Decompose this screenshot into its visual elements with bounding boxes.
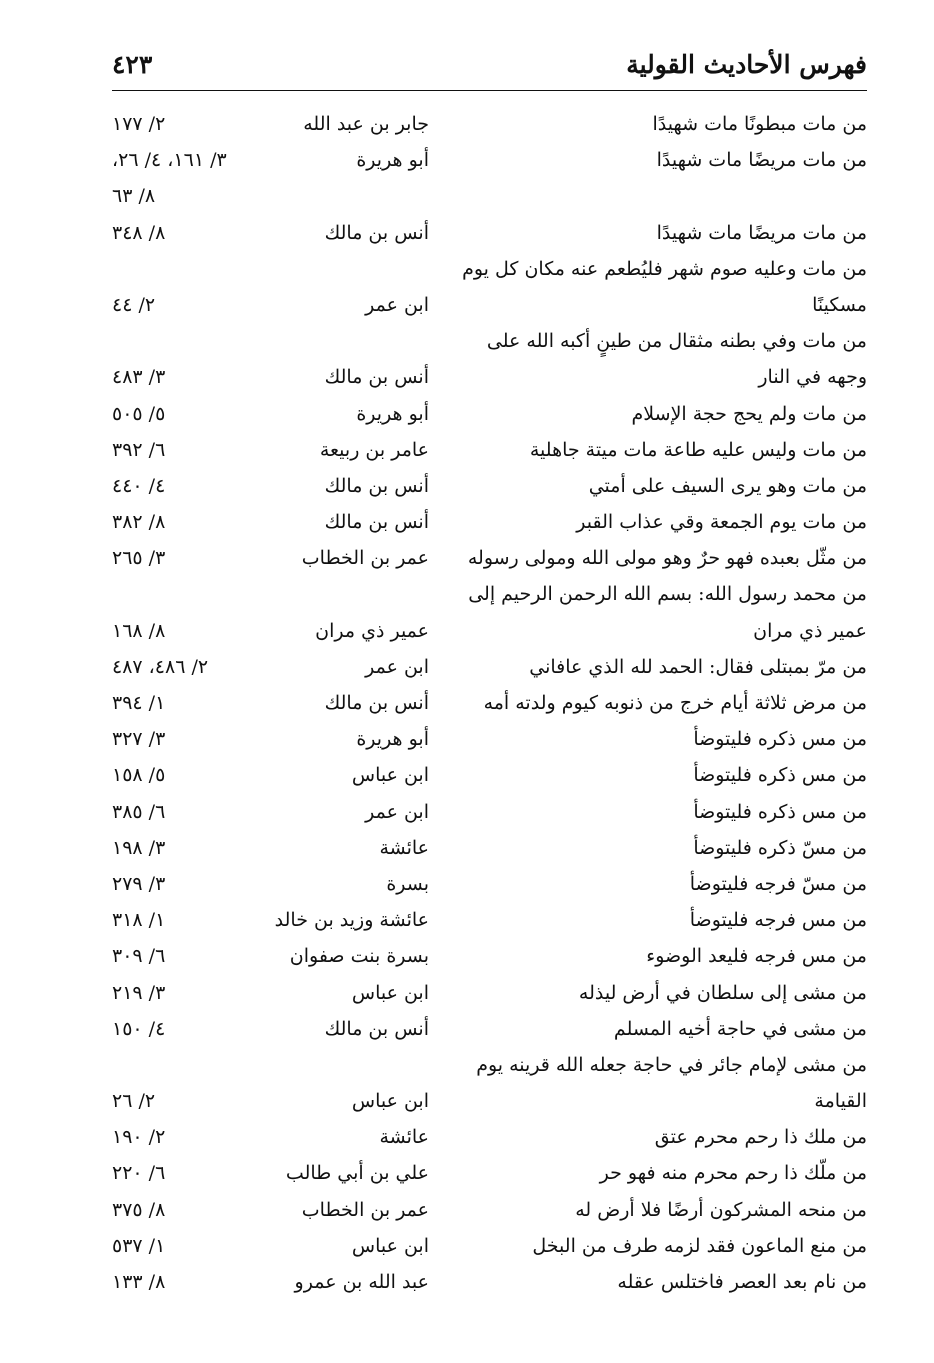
entry-line <box>112 761 867 797</box>
index-entry <box>112 580 867 652</box>
entry-line <box>112 400 867 436</box>
volume-page-ref: ٤/ ٤٤٠ <box>112 474 166 497</box>
entry-line <box>112 436 867 472</box>
volume-page-ref: ٦/ ٣٨٥ <box>112 800 166 823</box>
entry-line <box>112 1015 867 1051</box>
narrator-name: أنس بن مالك <box>324 221 429 244</box>
entry-line <box>112 906 867 942</box>
volume-page-ref: ٣/ ٢٦٥ <box>112 547 166 570</box>
index-entry <box>112 400 867 436</box>
narrator-name: أنس بن مالك <box>324 366 429 389</box>
entry-line <box>112 798 867 834</box>
narrator-name: أنس بن مالك <box>324 474 429 497</box>
hadith-text: من مات مبطونًا مات شهيدًا <box>652 113 867 135</box>
volume-page-ref: ٨/ ٣٨٢ <box>112 511 166 534</box>
entry-line <box>112 472 867 508</box>
index-entry <box>112 979 867 1015</box>
narrator-name: عمير ذي مران <box>315 619 429 642</box>
hadith-index-list <box>112 110 867 1304</box>
hadith-text: من مات يوم الجمعة وقي عذاب القبر <box>576 511 867 534</box>
narrator-name: عائشة وزيد بن خالد <box>274 909 429 932</box>
narrator-name: ابن عمر <box>365 293 429 316</box>
volume-page-ref: ٣/ ١٩٨ <box>112 836 166 859</box>
hadith-text: من مسّ ذكره فليتوضأ <box>693 836 867 859</box>
hadith-text: من مس فرجه فليتوضأ <box>689 909 867 932</box>
entry-line <box>112 327 867 363</box>
narrator-name: ابن عمر <box>365 800 429 823</box>
narrator-name: أنس بن مالك <box>324 511 429 534</box>
narrator-name: عائشة <box>379 836 429 859</box>
hadith-text: من مات مريضًا مات شهيدًا <box>656 149 867 172</box>
volume-page-ref: ٥/ ٥٠٥ <box>112 402 166 425</box>
index-entry <box>112 653 867 689</box>
narrator-name: عائشة <box>379 1126 429 1149</box>
hadith-text: من مشى إلى سلطان في أرض ليذله <box>578 981 867 1004</box>
hadith-text: من مشى في حاجة أخيه المسلم <box>613 1017 867 1040</box>
narrator-name: أبو هريرة <box>356 402 429 425</box>
hadith-text: من مرض ثلاثة أيام خرج من ذنوبه كيوم ولدته أمه <box>483 692 867 714</box>
entry-line <box>112 979 867 1015</box>
entry-line <box>112 580 867 616</box>
volume-page-ref: ٢/ ٤٤ <box>112 293 156 316</box>
index-entry <box>112 110 867 146</box>
index-entry <box>112 508 867 544</box>
page-number: ٤٢٣ <box>112 50 153 79</box>
volume-page-ref: ١/ ٣١٨ <box>112 909 166 932</box>
hadith-text: من مات مريضًا مات شهيدًا <box>656 221 867 244</box>
volume-page-ref: ٤/ ١٥٠ <box>112 1017 166 1040</box>
hadith-text: من مات وعليه صوم شهر فليُطعم عنه مكان كل يوم <box>462 257 867 280</box>
narrator-name: ابن عمر <box>365 655 429 678</box>
index-entry <box>112 942 867 978</box>
entry-line <box>112 1159 867 1195</box>
volume-page-ref: ٣/ ١٦١، ٤/ ٢٦، <box>112 149 227 172</box>
index-entry <box>112 219 867 255</box>
hadith-text: من محمد رسول الله: بسم الله الرحمن الرحيم إلى <box>468 583 867 606</box>
volume-page-ref: ٣/ ٢١٩ <box>112 981 166 1004</box>
hadith-text: وجهه في النار <box>758 366 867 389</box>
volume-page-ref: ١/ ٣٩٤ <box>112 692 166 714</box>
index-entry <box>112 834 867 870</box>
index-entry <box>112 436 867 472</box>
entry-line <box>112 1232 867 1268</box>
index-entry <box>112 146 867 218</box>
entry-line <box>112 617 867 653</box>
hadith-text: من مس فرجه فليعد الوضوء <box>646 945 867 968</box>
narrator-name: بسرة <box>386 872 429 895</box>
volume-page-ref: ٢/ ٤٨٦، ٤٨٧ <box>112 655 209 678</box>
narrator-name: عمر بن الخطاب <box>301 1198 429 1221</box>
hadith-text: من مس ذكره فليتوضأ <box>693 764 867 787</box>
index-entry <box>112 689 867 725</box>
hadith-text: من مس ذكره فليتوضأ <box>693 800 867 823</box>
entry-line <box>112 653 867 689</box>
entry-line <box>112 834 867 870</box>
entry-line <box>112 1051 867 1087</box>
hadith-text: من منحه المشركون أرضًا فلا أرض له <box>575 1198 867 1221</box>
index-entry <box>112 1196 867 1232</box>
entry-line <box>112 363 867 399</box>
hadith-text: من مات ولم يحج حجة الإسلام <box>631 402 867 425</box>
index-entry <box>112 1123 867 1159</box>
entry-line <box>112 219 867 255</box>
index-entry <box>112 725 867 761</box>
narrator-name: ابن عباس <box>351 764 429 787</box>
running-header <box>112 48 867 91</box>
entry-line <box>112 182 867 218</box>
hadith-text: من مرّ بمبتلى فقال: الحمد لله الذي عافاني <box>529 655 867 678</box>
narrator-name: جابر بن عبد الله <box>303 113 429 135</box>
hadith-text: من مشى لإمام جائر في حاجة جعله الله قرينه يوم <box>476 1053 867 1076</box>
entry-line <box>112 1123 867 1159</box>
narrator-name: أبو هريرة <box>356 149 429 172</box>
narrator-name: عبد الله بن عمرو <box>294 1271 429 1293</box>
entry-line <box>112 689 867 725</box>
entry-line <box>112 942 867 978</box>
entry-line <box>112 725 867 761</box>
hadith-text: من مات وليس عليه طاعة مات ميتة جاهلية <box>529 438 867 461</box>
narrator-name: أنس بن مالك <box>324 692 429 714</box>
hadith-text: من مسّ فرجه فليتوضأ <box>689 872 867 895</box>
volume-page-ref: ٦/ ٣٩٢ <box>112 438 166 461</box>
volume-page-ref: ٢/ ١٩٠ <box>112 1126 166 1149</box>
narrator-name: عمر بن الخطاب <box>301 547 429 570</box>
index-entry <box>112 1051 867 1123</box>
index-entry <box>112 1232 867 1268</box>
hadith-text: القيامة <box>814 1090 867 1113</box>
narrator-name: ابن عباس <box>351 1090 429 1113</box>
volume-page-ref: ٣/ ٤٨٣ <box>112 366 166 389</box>
volume-page-ref: ٢/ ٢٦ <box>112 1090 156 1113</box>
entry-line <box>112 508 867 544</box>
entry-line <box>112 1087 867 1123</box>
index-entry <box>112 761 867 797</box>
narrator-name: بسرة بنت صفوان <box>289 945 429 968</box>
narrator-name: ابن عباس <box>351 1234 429 1257</box>
volume-page-ref: ٨/ ١٣٣ <box>112 1271 166 1293</box>
index-entry <box>112 327 867 399</box>
volume-page-ref: ٨/ ٣٧٥ <box>112 1198 166 1221</box>
volume-page-ref: ٥/ ١٥٨ <box>112 764 166 787</box>
entry-line <box>112 291 867 327</box>
index-entry <box>112 1159 867 1195</box>
index-entry <box>112 1015 867 1051</box>
volume-page-ref: ٢/ ١٧٧ <box>112 113 166 135</box>
volume-page-ref: ٨/ ١٦٨ <box>112 619 166 642</box>
entry-line <box>112 544 867 580</box>
entry-line <box>112 146 867 182</box>
entry-line <box>112 1268 867 1304</box>
hadith-text: من نام بعد العصر فاختلس عقله <box>617 1271 867 1293</box>
narrator-name: أبو هريرة <box>356 728 429 751</box>
volume-page-ref: ٦/ ٣٠٩ <box>112 945 166 968</box>
volume-page-ref: ٨/ ٣٤٨ <box>112 221 166 244</box>
entry-line <box>112 255 867 291</box>
hadith-text: من مات وهو يرى السيف على أمتي <box>588 474 867 497</box>
hadith-text: من مس ذكره فليتوضأ <box>693 728 867 751</box>
narrator-name: أنس بن مالك <box>324 1017 429 1040</box>
header-title: فهرس الأحاديث القولية <box>626 50 867 79</box>
hadith-text: من ملك ذا رحم محرم عتق <box>654 1126 867 1149</box>
narrator-name: ابن عباس <box>351 981 429 1004</box>
hadith-text: عمير ذي مران <box>753 619 867 642</box>
index-entry <box>112 870 867 906</box>
volume-page-ref: ٦/ ٢٢٠ <box>112 1162 166 1185</box>
hadith-text: من منع الماعون فقد لزمه طرف من البخل <box>532 1234 867 1257</box>
hadith-text: مسكينًا <box>812 293 867 316</box>
index-entry <box>112 544 867 580</box>
narrator-name: علي بن أبي طالب <box>285 1162 429 1185</box>
index-entry <box>112 798 867 834</box>
volume-page-ref: ٨/ ٦٣ <box>112 185 156 208</box>
entry-line <box>112 1196 867 1232</box>
entry-line <box>112 110 867 146</box>
index-entry <box>112 472 867 508</box>
entry-line <box>112 870 867 906</box>
index-entry <box>112 906 867 942</box>
index-entry <box>112 255 867 327</box>
hadith-text: من ملّك ذا رحم محرم منه فهو حر <box>599 1162 867 1185</box>
index-entry <box>112 1268 867 1304</box>
hadith-text: من مثّل بعبده فهو حرٌ وهو مولى الله ومولى رسوله <box>467 547 867 570</box>
volume-page-ref: ٣/ ٣٢٧ <box>112 728 166 751</box>
narrator-name: عامر بن ربيعة <box>319 438 429 461</box>
hadith-text: من مات وفي بطنه مثقال من طينٍ أكبه الله على <box>486 330 867 353</box>
volume-page-ref: ٣/ ٢٧٩ <box>112 872 166 895</box>
volume-page-ref: ١/ ٥٣٧ <box>112 1234 166 1257</box>
